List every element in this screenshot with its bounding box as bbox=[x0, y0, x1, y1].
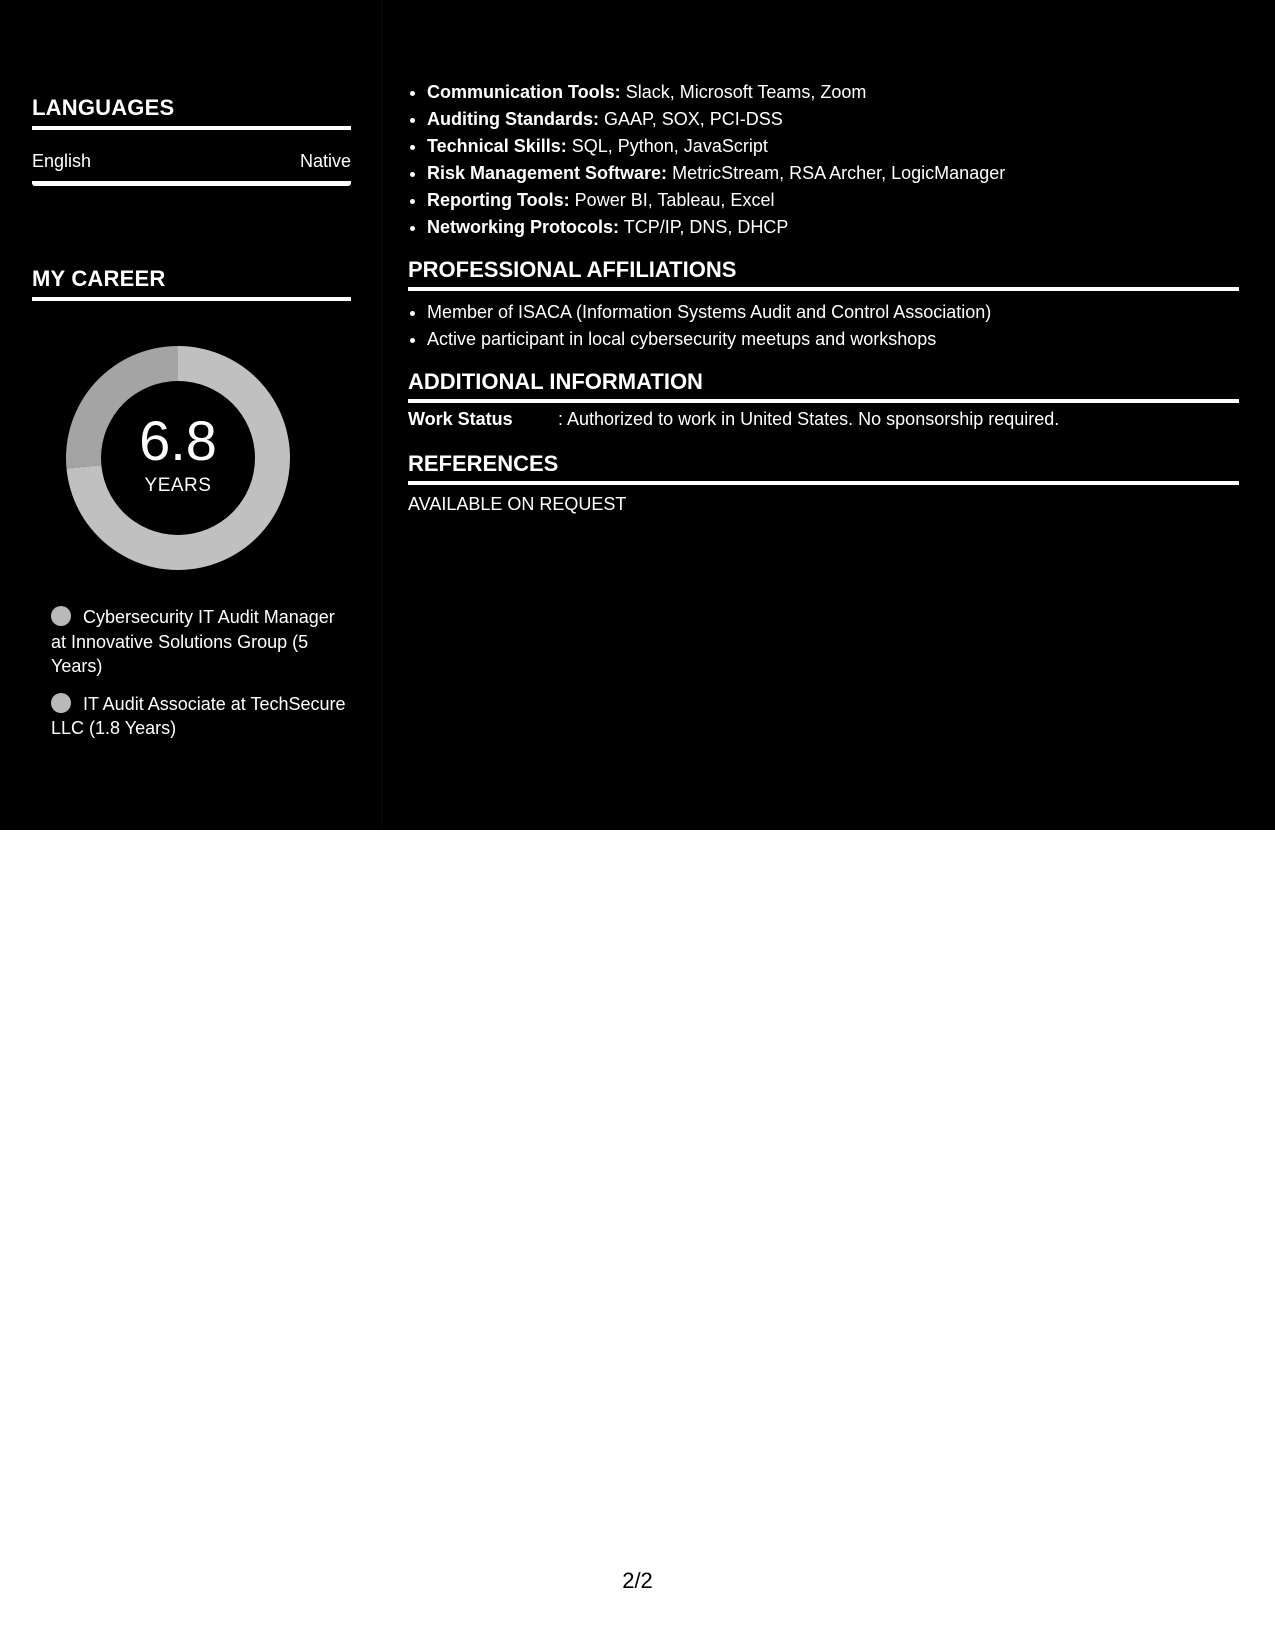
skill-label: Networking Protocols: bbox=[427, 217, 620, 237]
affiliations-list bbox=[408, 299, 1239, 353]
skill-label: Technical Skills: bbox=[427, 136, 567, 156]
languages-heading: LANGUAGES bbox=[32, 95, 351, 130]
skill-item bbox=[427, 133, 1239, 160]
skill-label: Communication Tools: bbox=[427, 82, 621, 102]
career-role-label: Cybersecurity IT Audit Manager at Innovative Solutions Group (5 Years) bbox=[51, 607, 335, 676]
language-name: English bbox=[32, 151, 92, 171]
work-status-row bbox=[408, 409, 1059, 430]
work-status-label: Work Status bbox=[408, 409, 513, 429]
skill-value: SQL, Python, JavaScript bbox=[571, 136, 768, 156]
work-status-value: : Authorized to work in United States. No sponsorship required. bbox=[558, 409, 1060, 429]
skill-item bbox=[427, 106, 1239, 133]
skill-value: Slack, Microsoft Teams, Zoom bbox=[625, 82, 867, 102]
career-role-label: IT Audit Associate at TechSecure LLC (1.8 Years) bbox=[51, 693, 346, 738]
skill-value: Power BI, Tableau, Excel bbox=[574, 190, 775, 210]
affiliations-heading: PROFESSIONAL AFFILIATIONS bbox=[408, 257, 1239, 291]
references-text: AVAILABLE ON REQUEST bbox=[408, 494, 627, 514]
career-total-unit: YEARS bbox=[144, 475, 212, 496]
skill-label: Risk Management Software: bbox=[427, 163, 668, 183]
career-role-item bbox=[51, 692, 351, 741]
skill-item bbox=[427, 160, 1239, 187]
column-divider bbox=[381, 0, 383, 830]
career-role-item bbox=[51, 605, 351, 679]
career-heading: MY CAREER bbox=[32, 266, 351, 301]
page-number: 2/2 bbox=[622, 1568, 653, 1593]
career-dot-icon bbox=[51, 693, 71, 713]
skill-value: MetricStream, RSA Archer, LogicManager bbox=[672, 163, 1006, 183]
skill-label: Auditing Standards: bbox=[427, 109, 599, 129]
language-level: Native bbox=[299, 151, 351, 171]
skill-item bbox=[427, 79, 1239, 106]
career-role-list bbox=[51, 605, 351, 754]
career-total-years: 6.8 bbox=[139, 409, 217, 472]
donut-center-label bbox=[66, 346, 290, 570]
skill-value: GAAP, SOX, PCI-DSS bbox=[604, 109, 783, 129]
additional-info-heading: ADDITIONAL INFORMATION bbox=[408, 369, 1239, 403]
skill-value: TCP/IP, DNS, DHCP bbox=[623, 217, 789, 237]
skill-label: Reporting Tools: bbox=[427, 190, 570, 210]
references-heading: REFERENCES bbox=[408, 451, 1239, 485]
skills-list bbox=[408, 79, 1239, 241]
skill-item bbox=[427, 187, 1239, 214]
affiliation-item: • Active participant in local cybersecurity meetups and workshops bbox=[427, 326, 1239, 353]
skill-item bbox=[427, 214, 1239, 241]
career-dot-icon bbox=[51, 606, 71, 626]
affiliation-item: • Member of ISACA (Information Systems Audit and Control Association) bbox=[427, 299, 1239, 326]
career-donut-chart bbox=[66, 346, 290, 570]
language-row bbox=[32, 151, 351, 186]
